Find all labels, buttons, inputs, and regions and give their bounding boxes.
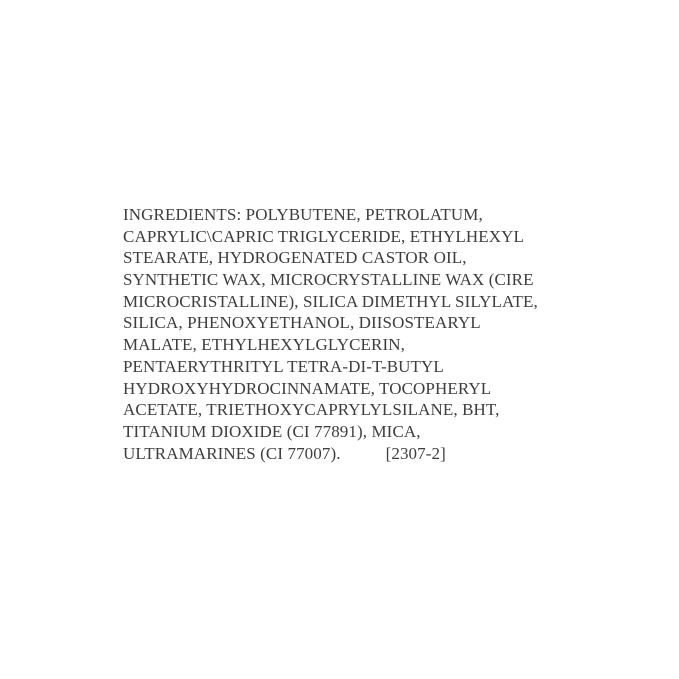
ingredients-line-text: ULTRAMARINES (CI 77007). <box>123 443 341 463</box>
ingredients-line: HYDROXYHYDROCINNAMATE, TOCOPHERYL <box>123 378 492 398</box>
ingredients-line: TITANIUM DIOXIDE (CI 77891), MICA, <box>123 421 421 441</box>
ingredients-last-line <box>123 443 593 465</box>
ingredients-line: SILICA, PHENOXYETHANOL, DIISOSTEARYL <box>123 313 481 333</box>
ingredients-line: PENTAERYTHRITYL TETRA-DI-T-BUTYL <box>123 356 444 376</box>
ingredients-line: ACETATE, TRIETHOXYCAPRYLYLSILANE, BHT, <box>123 400 500 420</box>
ingredients-text-block <box>123 204 593 464</box>
ingredients-line: MALATE, ETHYLHEXYLGLYCERIN, <box>123 335 405 355</box>
ingredients-line: STEARATE, HYDROGENATED CASTOR OIL, <box>123 248 467 268</box>
ingredients-line: INGREDIENTS: POLYBUTENE, PETROLATUM, <box>123 205 483 224</box>
batch-code: [2307-2] <box>385 443 446 463</box>
ingredients-line: MICROCRISTALLINE), SILICA DIMETHYL SILYLATE, <box>123 291 538 311</box>
ingredients-line: SYNTHETIC WAX, MICROCRYSTALLINE WAX (CIRE <box>123 270 534 290</box>
ingredients-line: CAPRYLIC\CAPRIC TRIGLYCERIDE, ETHYLHEXYL <box>123 226 525 246</box>
